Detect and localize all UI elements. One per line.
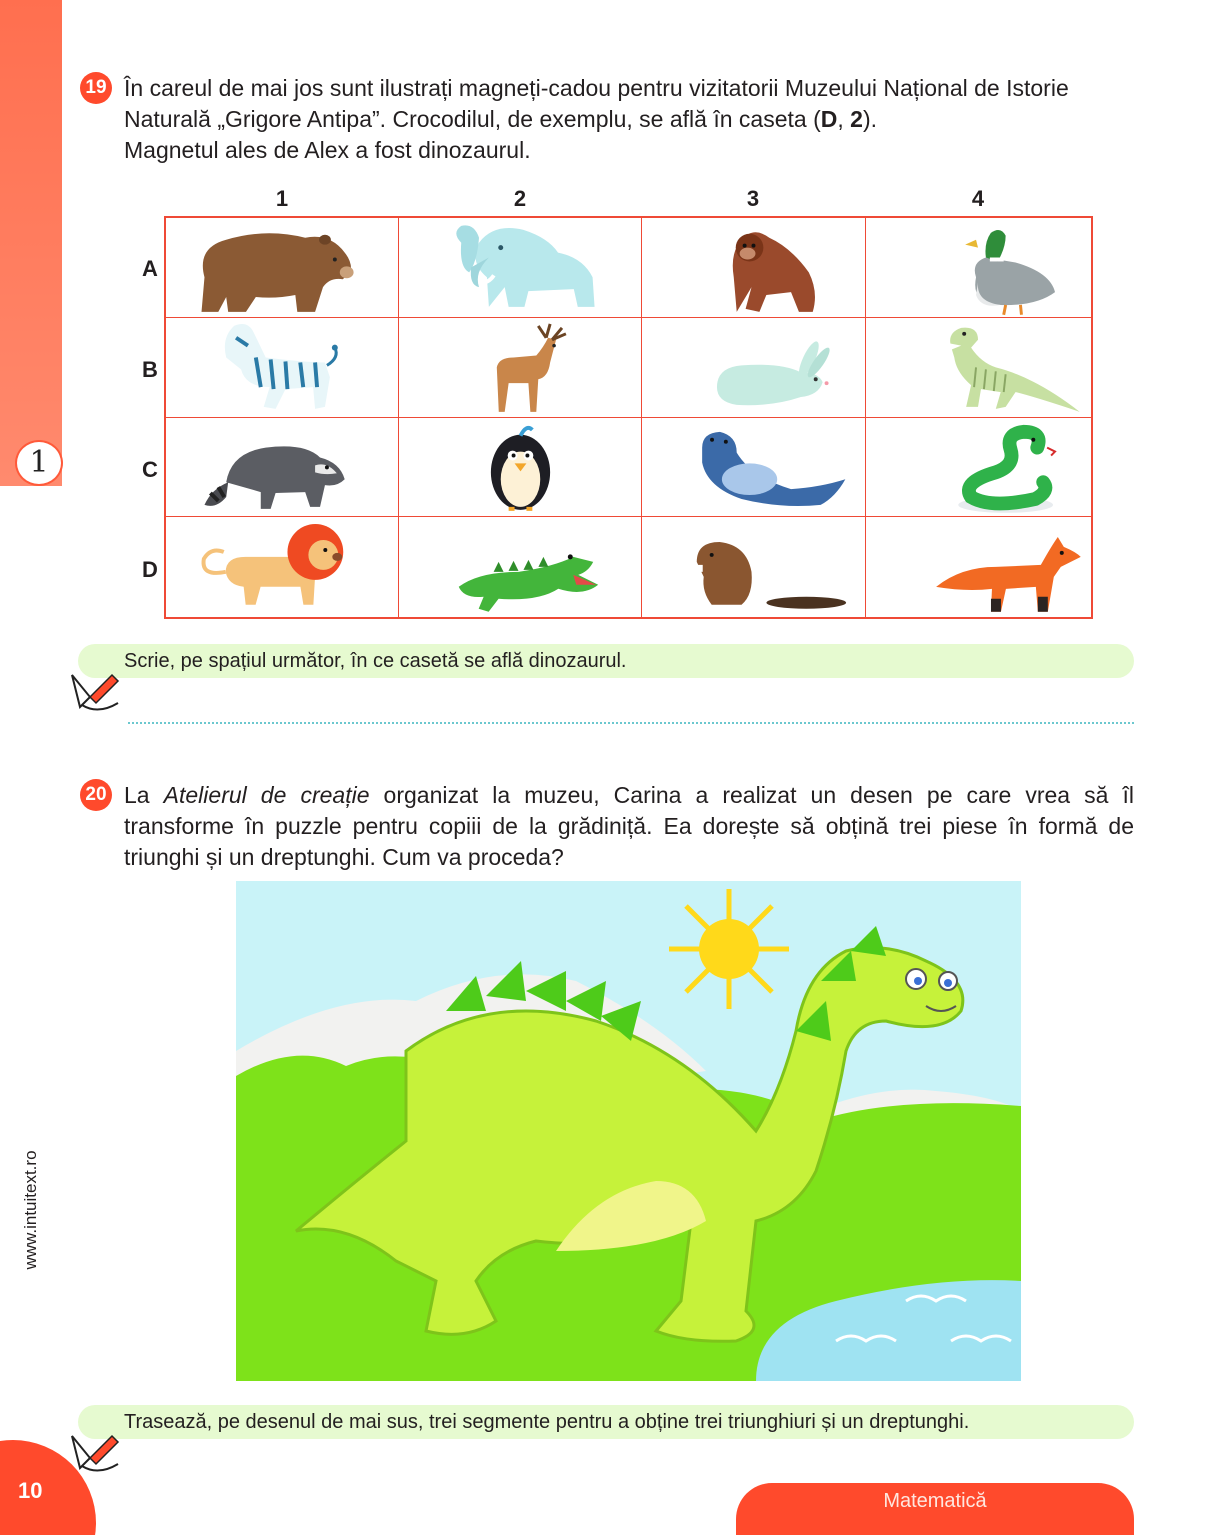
grid-cell-C4 — [866, 418, 1091, 518]
grid-cell-D2 — [399, 517, 642, 617]
lion-image — [166, 517, 398, 617]
grid-cell-A4 — [866, 218, 1091, 318]
crocodile-image — [399, 517, 641, 617]
rabbit-image — [642, 318, 865, 417]
question-number-badge: 20 — [80, 779, 112, 811]
grid-cell-D1 — [166, 517, 399, 617]
grid-cell-B3 — [642, 318, 866, 418]
website-url: www.intuitext.ro — [21, 1150, 40, 1270]
animal-grid — [164, 216, 1093, 619]
column-header: 3 — [746, 186, 760, 211]
page-number: 10 — [18, 1478, 43, 1503]
question-19-text — [124, 73, 1134, 166]
zebra-image — [166, 318, 398, 417]
grid-cell-A3 — [642, 218, 866, 318]
bold-run: 2 — [850, 106, 863, 132]
snake-image — [866, 418, 1091, 517]
pencil-writing-icon — [68, 1428, 124, 1478]
grid-cell-B2 — [399, 318, 642, 418]
grid-cell-A1 — [166, 218, 399, 318]
grid-cell-C2 — [399, 418, 642, 518]
dinosaur-scene-image — [236, 881, 1021, 1381]
grid-cell-C3 — [642, 418, 866, 518]
text-run: , — [837, 106, 851, 132]
side-color-strip — [0, 0, 62, 486]
grid-cell-B4 — [866, 318, 1091, 418]
unit-badge: 1 — [15, 440, 63, 486]
question-line — [124, 104, 1134, 135]
grid-cell-D3 — [642, 517, 866, 617]
question-line: triunghi și un dreptunghi. Cum va proceda? — [124, 844, 564, 870]
bold-run: D — [820, 106, 838, 132]
italic-run: Atelierul de creație — [163, 782, 370, 808]
penguin-image — [399, 418, 641, 517]
dinosaur-image — [866, 318, 1091, 417]
text-run: organizat la muzeu, Carina a realizat un desen pe care vrea să îl — [369, 782, 1135, 808]
text-run: Naturală „Grigore Antipa”. Crocodilul, de exemplu, se află în caseta ( — [124, 106, 821, 132]
column-header: 2 — [513, 186, 527, 211]
question-number-badge: 19 — [80, 72, 112, 104]
beaver-image — [642, 517, 865, 617]
dinosaur-drawing[interactable] — [236, 881, 1021, 1381]
seal-image — [642, 418, 865, 517]
fox-image — [866, 517, 1091, 617]
grid-cell-B1 — [166, 318, 399, 418]
question-line: Magnetul ales de Alex a fost dinozaurul. — [124, 137, 531, 163]
row-header: B — [142, 357, 158, 382]
grid-cell-A2 — [399, 218, 642, 318]
text-run: La — [124, 782, 164, 808]
row-header: C — [142, 457, 158, 482]
question-line — [124, 780, 1134, 811]
duck-image — [866, 218, 1091, 317]
grid-cell-C1 — [166, 418, 399, 518]
pencil-writing-icon — [68, 667, 124, 717]
answer-line[interactable] — [128, 722, 1134, 724]
raccoon-image — [166, 418, 398, 517]
elephant-image — [399, 218, 641, 317]
question-line: transforme în puzzle pentru copiii de la grădiniță. Ea dorește să obțină trei piese în formă de — [124, 813, 1134, 839]
instruction-text: Trasează, pe desenul de mai sus, trei segmente pentru a obține trei triunghiuri și un dreptunghi. — [124, 1411, 970, 1433]
deer-image — [399, 318, 641, 417]
question-20-text — [124, 780, 1134, 873]
column-header: 4 — [971, 186, 985, 211]
footer-subject: Matematică — [883, 1490, 987, 1512]
bear-image — [166, 218, 398, 317]
row-header: A — [142, 256, 158, 281]
row-header: D — [142, 557, 158, 582]
gorilla-image — [642, 218, 865, 317]
text-run: ). — [862, 106, 877, 132]
question-line: În careul de mai jos sunt ilustrați magneți-cadou pentru vizitatorii Muzeului Național de Istorie — [124, 75, 1069, 101]
sun — [669, 889, 789, 1009]
grid-cell-D4 — [866, 517, 1091, 617]
instruction-text: Scrie, pe spațiul următor, în ce casetă se află dinozaurul. — [124, 650, 627, 672]
column-header: 1 — [275, 186, 289, 211]
